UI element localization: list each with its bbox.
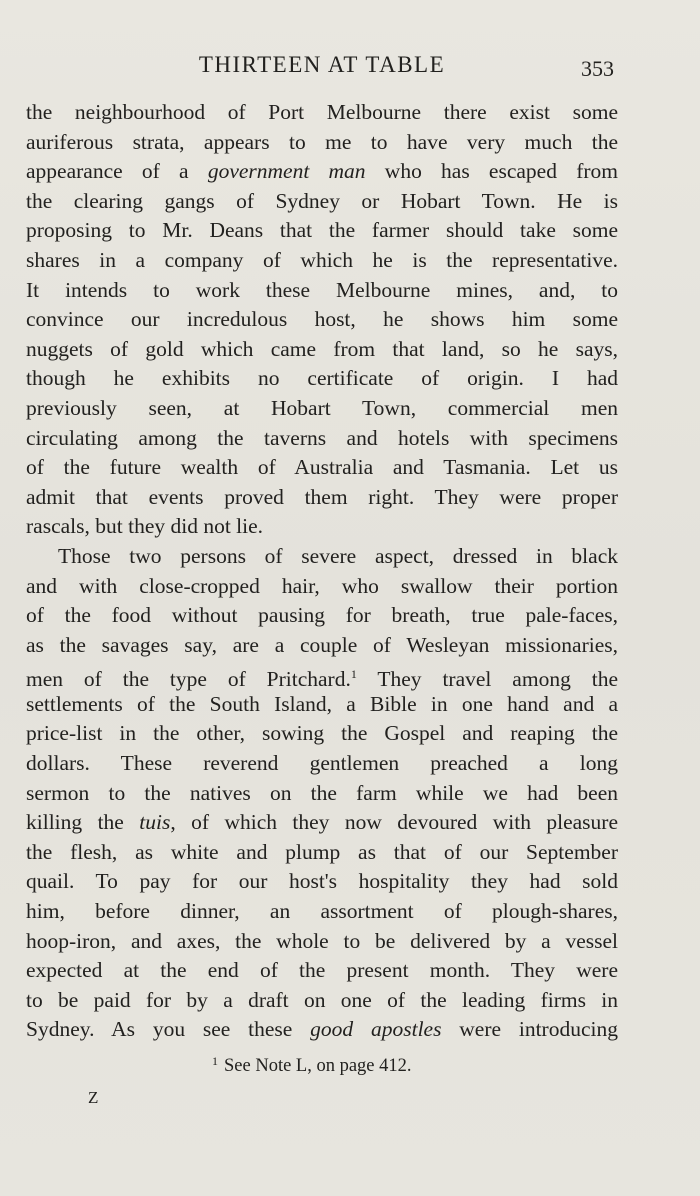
- text-line: shares in a company of which he is the representative.: [26, 247, 618, 272]
- text-line: the clearing gangs of Sydney or Hobart Town. He is: [26, 188, 618, 213]
- italic-text: government man: [207, 159, 366, 184]
- text-run: men of the type of Pritchard.: [26, 667, 351, 692]
- body-text: [26, 98, 618, 1045]
- footnote-mark: 1: [212, 1054, 218, 1068]
- text-line: as the savages say, are a couple of Wesleyan missionaries,: [26, 632, 618, 657]
- text-line: previously seen, at Hobart Town, commercial men: [26, 395, 618, 420]
- text-line: the neighbourhood of Port Melbourne there exist some: [26, 100, 618, 124]
- text-line: to be paid for by a draft on one of the leading firms in: [26, 987, 618, 1012]
- text-run: killing the: [26, 810, 140, 835]
- paragraph-1: [26, 98, 618, 542]
- text-line: though he exhibits no certificate of origin. I had: [26, 366, 618, 391]
- text-line: It intends to work these Melbourne mines, and, to: [26, 277, 618, 302]
- text-run: appearance of a: [26, 159, 208, 184]
- text-line: price-list in the other, sowing the Gospel and reaping the: [26, 721, 618, 746]
- text-line: him, before dinner, an assortment of plough-shares,: [26, 899, 618, 924]
- text-line: dollars. These reverend gentlemen preached a long: [26, 751, 618, 776]
- text-line: Those two persons of severe aspect, dressed in black: [58, 543, 618, 568]
- text-line: of the future wealth of Australia and Tasmania. Let us: [26, 455, 618, 480]
- page-number: 353: [581, 56, 614, 81]
- text-line: [26, 660, 618, 690]
- page-header: [26, 50, 618, 84]
- signature-mark: Z: [88, 1088, 99, 1107]
- text-run: They travel among the: [356, 667, 618, 692]
- text-run: , of which they now devoured with pleasure: [170, 810, 618, 835]
- running-title: THIRTEEN AT TABLE: [198, 52, 446, 77]
- footnote-reference: 1: [350, 667, 357, 682]
- text-line: [26, 1015, 618, 1045]
- text-line: rascals, but they did not lie.: [26, 514, 264, 539]
- text-line: the flesh, as white and plump as that of our September: [26, 839, 618, 864]
- text-line: proposing to Mr. Deans that the farmer should take some: [26, 218, 618, 243]
- text-line: of the food without pausing for breath, true pale-faces,: [26, 603, 618, 628]
- text-line: [26, 157, 618, 187]
- footnote: [212, 1054, 412, 1077]
- text-line: nuggets of gold which came from that land, so he says,: [26, 336, 618, 361]
- italic-text: good apostles: [310, 1017, 442, 1042]
- text-line: auriferous strata, appears to me to have very much the: [26, 129, 618, 154]
- text-line: and with close-cropped hair, who swallow their portion: [26, 573, 618, 598]
- footnote-text: See Note L, on page 412.: [224, 1056, 412, 1076]
- text-line: expected at the end of the present month. They were: [26, 958, 618, 983]
- paragraph-2: [26, 542, 618, 1045]
- text-line: convince our incredulous host, he shows him some: [26, 307, 618, 332]
- text-line: [26, 808, 618, 838]
- text-line: hoop-iron, and axes, the whole to be delivered by a vessel: [26, 928, 618, 953]
- text-run: who has escaped from: [365, 159, 618, 184]
- text-line: quail. To pay for our host's hospitality they had sold: [26, 869, 618, 894]
- text-line: admit that events proved them right. They were proper: [26, 484, 618, 509]
- italic-text: tuis: [139, 810, 171, 835]
- text-run: were introducing: [441, 1017, 618, 1042]
- text-line: settlements of the South Island, a Bible in one hand and a: [26, 691, 618, 716]
- text-line: circulating among the taverns and hotels with specimens: [26, 425, 618, 450]
- text-line: sermon to the natives on the farm while we had been: [26, 780, 618, 805]
- text-run: Sydney. As you see these: [26, 1017, 311, 1042]
